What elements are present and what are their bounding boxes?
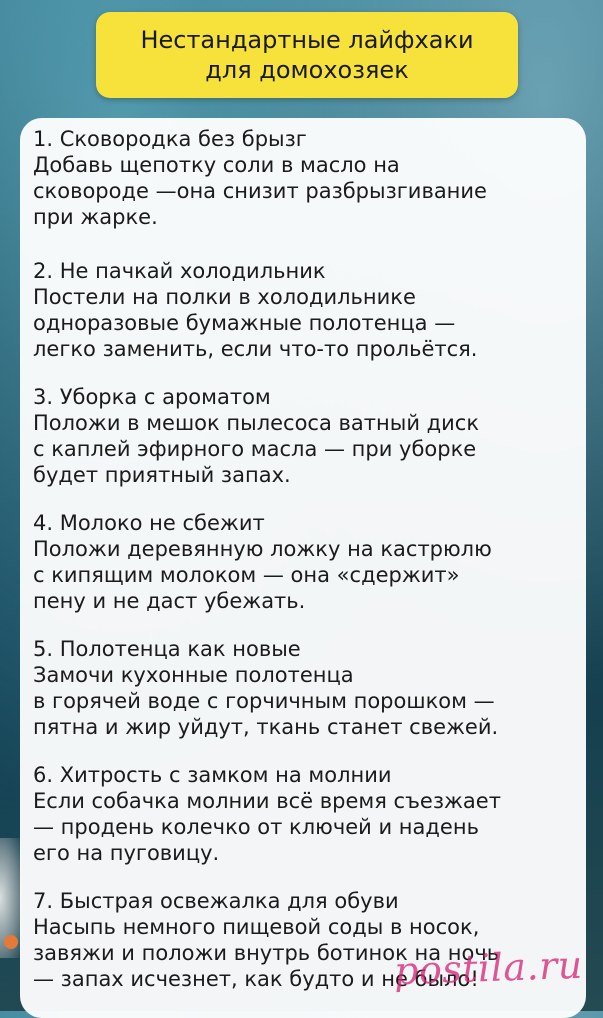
tip-text-line: — продень колечко от ключей и надень [33, 815, 479, 839]
tip-title: 3. Уборка с ароматом [33, 385, 271, 409]
tip-text-line: Насыпь немного пищевой соды в носок, [33, 915, 480, 939]
title-line-2: для домохозяек [205, 56, 409, 84]
tip-item [33, 762, 576, 866]
tip-item [33, 384, 576, 488]
tip-item [33, 258, 576, 362]
tip-text-line: при жарке. [33, 205, 158, 229]
tip-text-line: его на пуговицу. [33, 841, 220, 865]
tip-title: 4. Молоко не сбежит [33, 511, 265, 535]
tip-text-line: в горячей воде с горчичным порошком — [33, 689, 495, 713]
watermark-text: postila.ru [393, 942, 584, 994]
tip-title: 6. Хитрость с замком на молнии [33, 763, 392, 787]
tip-text-line: Замочи кухонные полотенца [33, 663, 354, 687]
tip-text-line: пятна и жир уйдут, ткань станет свежей. [33, 715, 499, 739]
title-line-1: Нестандартные лайфхаки [140, 26, 474, 54]
tip-text-line: пену и не даст убежать. [33, 589, 306, 613]
title-banner [96, 12, 518, 98]
tip-text-line: — запах исчезнет, как будто и не было! [33, 967, 479, 991]
tip-text-line: Положи деревянную ложку на кастрюлю [33, 537, 492, 561]
tip-text-line: Добавь щепотку соли в масло на [33, 153, 400, 177]
tip-item [33, 510, 576, 614]
tip-item [33, 636, 576, 740]
tip-item [33, 126, 576, 230]
tip-text-line: завяжи и положи внутрь ботинок на ночь [33, 941, 500, 965]
tip-text-line: одноразовые бумажные полотенца — [33, 311, 456, 335]
tip-title: 2. Не пачкай холодильник [33, 259, 326, 283]
tip-text-line: Положи в мешок пылесоса ватный диск [33, 411, 480, 435]
tip-title: 5. Полотенца как новые [33, 637, 301, 661]
tip-text-line: с кипящим молоком — она «сдержит» [33, 563, 460, 587]
tip-title: 7. Быстрая освежалка для обуви [33, 889, 399, 913]
tip-text-line: Постели на полки в холодильнике [33, 285, 416, 309]
decorative-orange-dot [4, 935, 18, 949]
tip-text-line: Если собачка молнии всё время съезжает [33, 789, 501, 813]
tip-text-line: с каплей эфирного масла — при уборке [33, 437, 477, 461]
tip-text-line: будет приятный запах. [33, 463, 291, 487]
tip-text-line: сковороде —она снизит разбрызгивание [33, 179, 487, 203]
tips-card [20, 118, 586, 1018]
tip-text-line: легко заменить, если что-то прольётся. [33, 337, 478, 361]
tip-title: 1. Сковородка без брызг [33, 127, 307, 151]
